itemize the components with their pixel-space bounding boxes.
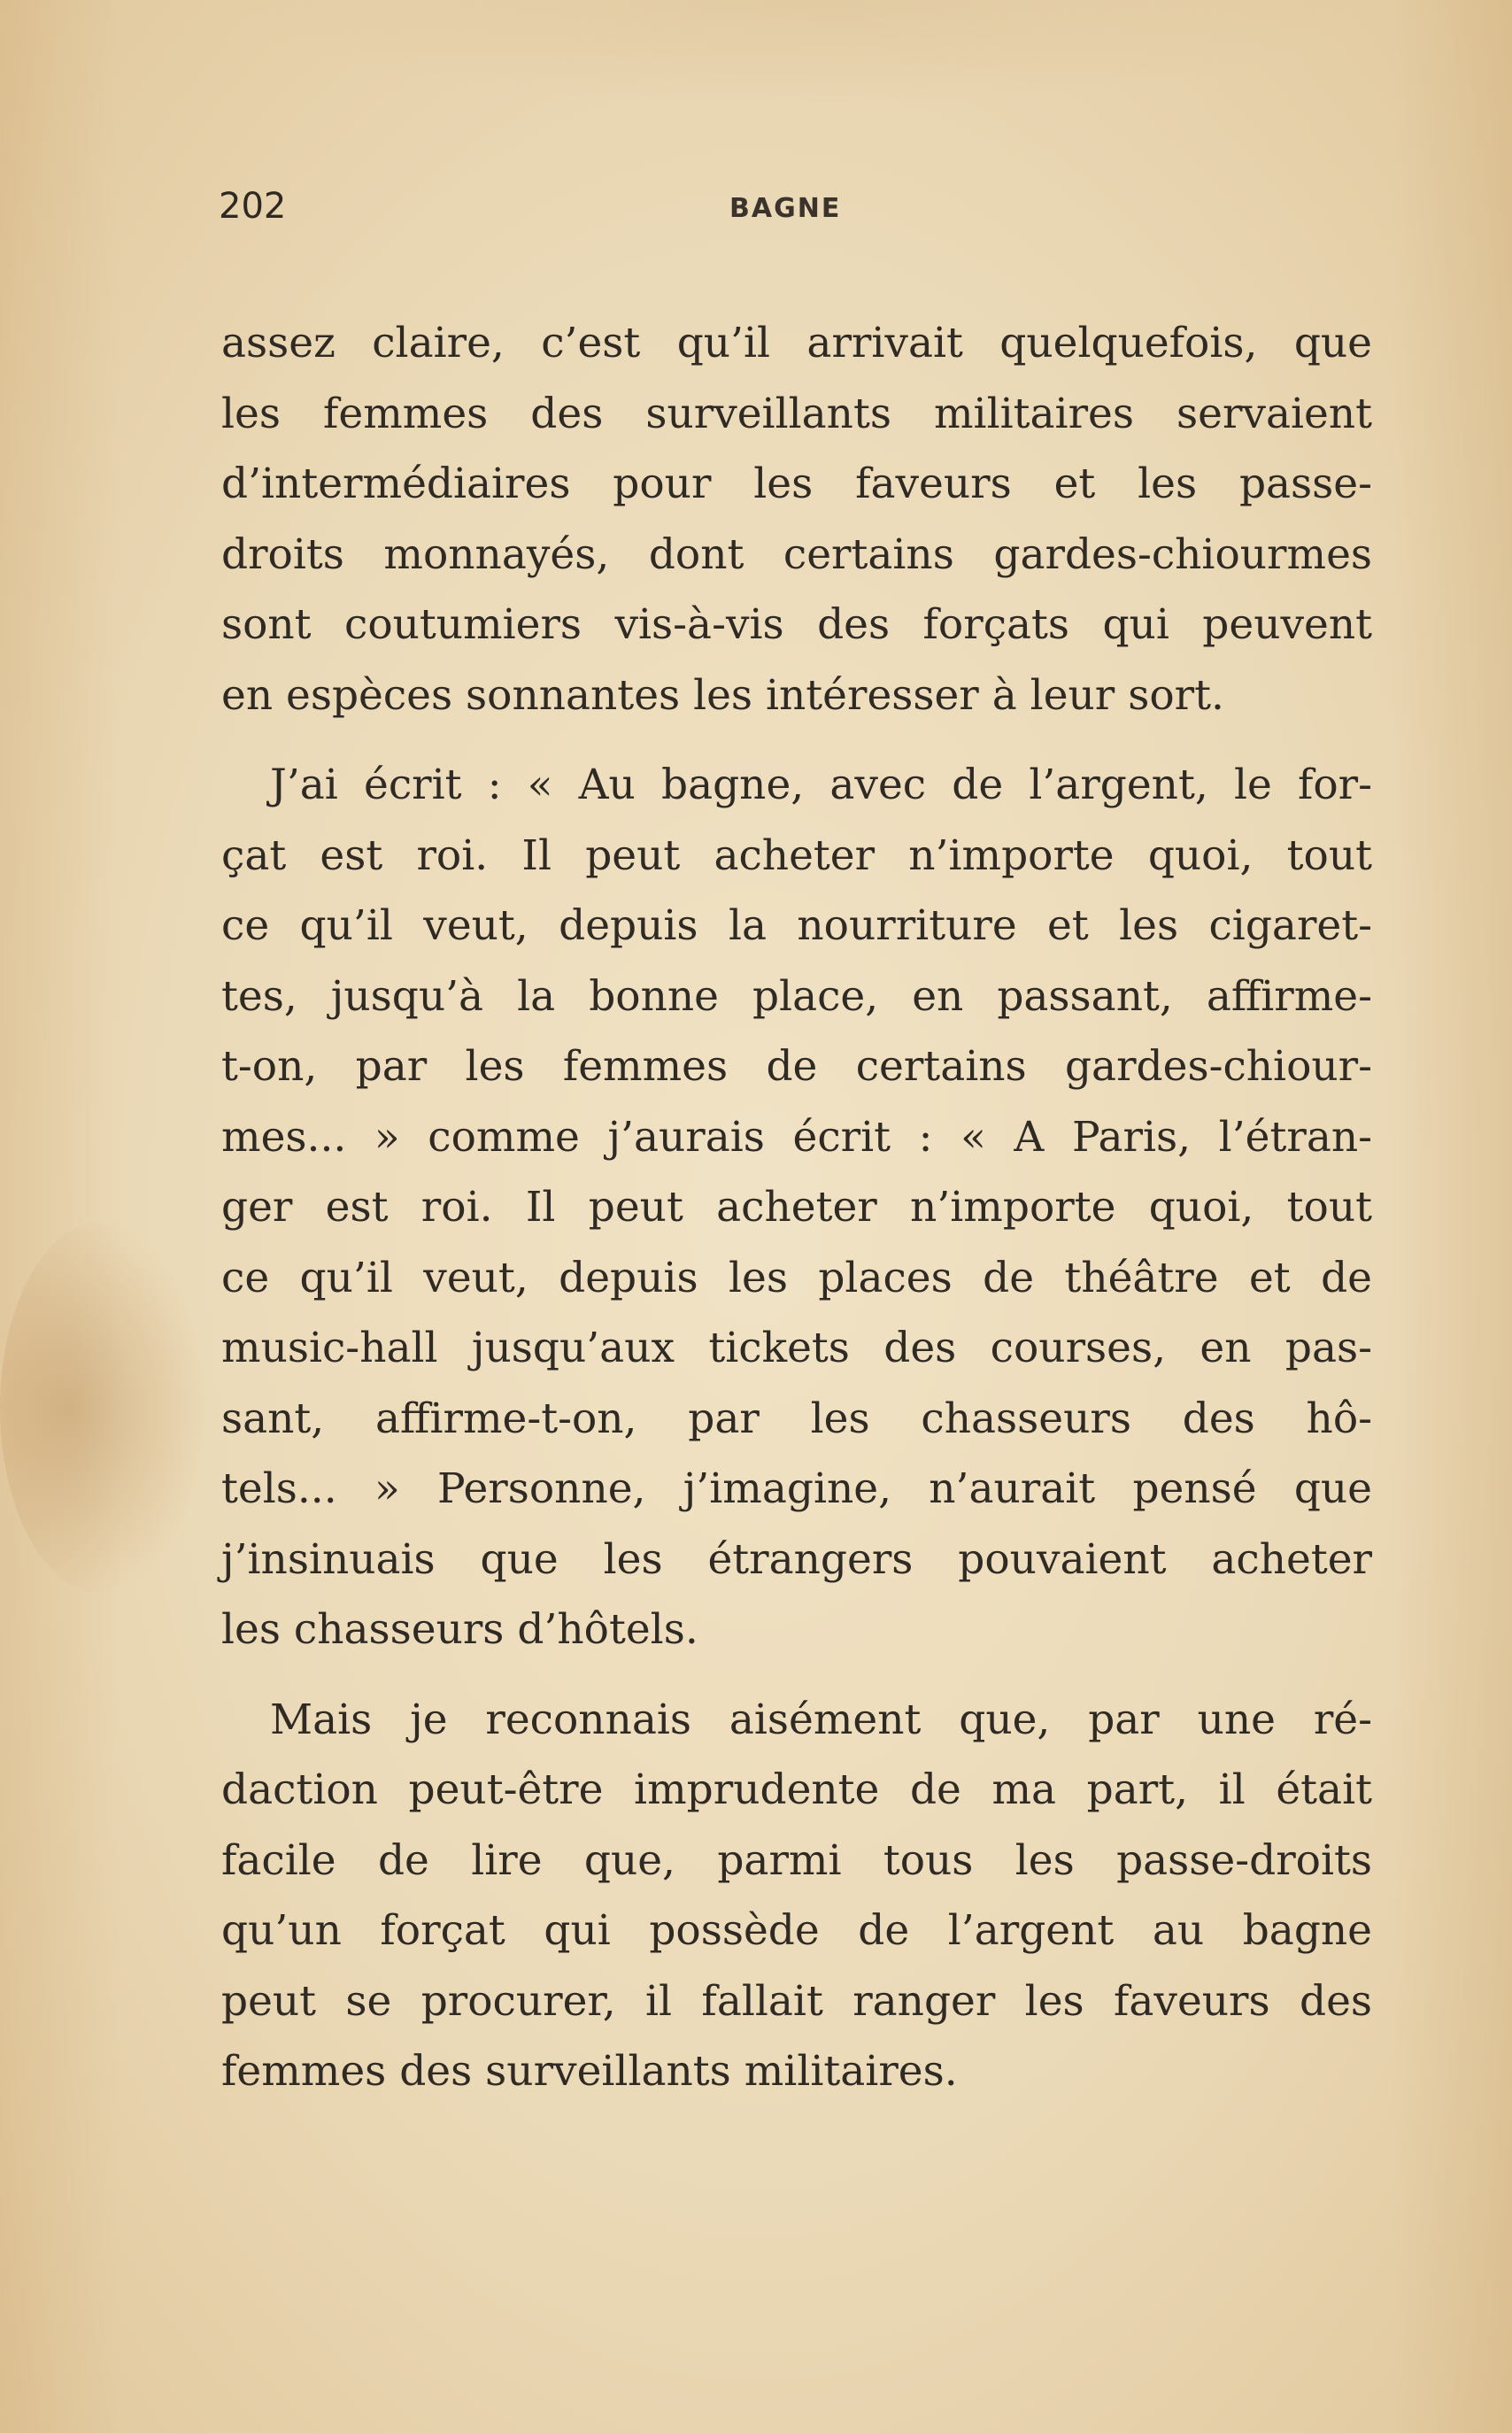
text-line: en espèces sonnantes les intéresser à leur sort. bbox=[221, 670, 1224, 720]
paragraph-1 bbox=[221, 308, 1372, 730]
text-line: daction peut-être imprudente de ma part, il était bbox=[221, 1765, 1372, 1814]
text-line: music-hall jusqu’aux tickets des courses, en pas- bbox=[221, 1324, 1372, 1372]
paragraph-3 bbox=[221, 1685, 1372, 2107]
page-header bbox=[219, 186, 1369, 239]
paper-stain-top bbox=[230, 0, 1381, 106]
text-line: qu’un forçat qui possède de l’argent au bagne bbox=[221, 1906, 1372, 1955]
text-line: sont coutumiers vis-à-vis des forçats qui peuvent bbox=[221, 600, 1372, 649]
text-line: les chasseurs d’hôtels. bbox=[221, 1605, 698, 1654]
text-line: Mais je reconnais aisément que, par une ré- bbox=[270, 1695, 1372, 1744]
text-line: sant, affirme-t-on, par les chasseurs des hô- bbox=[221, 1394, 1372, 1443]
text-line: ger est roi. Il peut acheter n’importe quoi, tout bbox=[221, 1183, 1372, 1232]
page-number: 202 bbox=[219, 186, 287, 227]
paragraph-gap bbox=[221, 1665, 1372, 1685]
text-line: ce qu’il veut, depuis les places de théâtre et de bbox=[221, 1253, 1372, 1302]
text-line: femmes des surveillants militaires. bbox=[221, 2047, 958, 2096]
body-text bbox=[221, 308, 1372, 2107]
text-line: d’intermédiaires pour les faveurs et les passe- bbox=[221, 460, 1372, 508]
paper-stain-left bbox=[0, 1222, 204, 1594]
text-line: les femmes des surveillants militaires servaient bbox=[221, 389, 1372, 438]
text-line: droits monnayés, dont certains gardes-chiourmes bbox=[221, 529, 1372, 579]
text-line: ce qu’il veut, depuis la nourriture et les cigaret- bbox=[221, 901, 1372, 950]
text-line: tels... » Personne, j’imagine, n’aurait pensé que bbox=[221, 1464, 1372, 1513]
text-line: peut se procurer, il fallait ranger les faveurs des bbox=[221, 1976, 1372, 2026]
text-line: J’ai écrit : « Au bagne, avec de l’argent, le for- bbox=[270, 761, 1372, 809]
text-line: mes... » comme j’aurais écrit : « A Paris, l’étran- bbox=[221, 1112, 1372, 1162]
paragraph-2 bbox=[221, 750, 1372, 1665]
text-line: t-on, par les femmes de certains gardes-chiour- bbox=[221, 1042, 1372, 1091]
running-head: BAGNE bbox=[729, 193, 842, 224]
text-line: çat est roi. Il peut acheter n’importe quoi, tout bbox=[221, 830, 1372, 880]
text-line: j’insinuais que les étrangers pouvaient acheter bbox=[221, 1534, 1372, 1584]
text-line: facile de lire que, parmi tous les passe-droits bbox=[221, 1835, 1372, 1885]
paragraph-gap bbox=[221, 730, 1372, 750]
text-line: assez claire, c’est qu’il arrivait quelquefois, que bbox=[221, 319, 1372, 367]
text-line: tes, jusqu’à la bonne place, en passant, affirme- bbox=[221, 971, 1372, 1021]
